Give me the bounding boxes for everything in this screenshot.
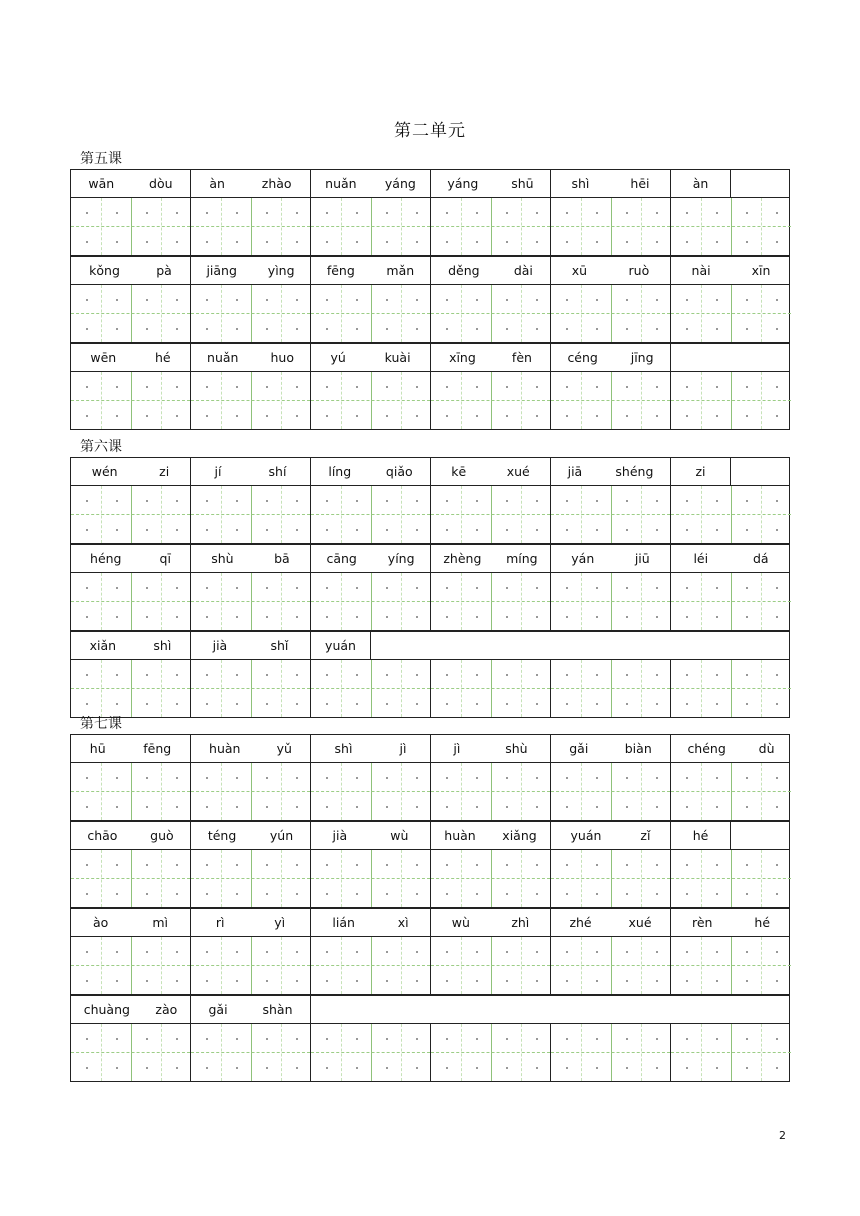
pinyin-syllable: wén — [91, 464, 118, 479]
tianzige-row — [70, 372, 790, 430]
pinyin-syllable: zào — [155, 1002, 178, 1017]
pinyin-syllable: huàn — [209, 741, 241, 756]
pinyin-syllable: qiǎo — [385, 464, 413, 479]
pinyin-word — [71, 632, 191, 659]
writing-cell[interactable] — [71, 937, 191, 994]
tianzige-row — [70, 937, 790, 995]
tianzige-row — [70, 573, 790, 631]
writing-cell[interactable] — [551, 372, 671, 429]
pinyin-syllable: shù — [211, 551, 234, 566]
pinyin-syllable: kǒng — [89, 263, 120, 278]
pinyin-syllable: yáng — [447, 176, 479, 191]
writing-cell[interactable] — [551, 1024, 671, 1081]
practice-block — [70, 908, 790, 995]
pinyin-syllable: jīng — [630, 350, 654, 365]
pinyin-syllable: xué — [506, 464, 530, 479]
writing-cell[interactable] — [191, 573, 311, 630]
pinyin-syllable: kē — [451, 464, 467, 479]
pinyin-syllable: chuàng — [83, 1002, 130, 1017]
pinyin-syllable: zhì — [511, 915, 530, 930]
writing-cell[interactable] — [191, 1024, 311, 1081]
pinyin-word — [311, 735, 431, 762]
pinyin-syllable: guò — [150, 828, 174, 843]
pinyin-blank — [371, 632, 791, 659]
pinyin-syllable: céng — [567, 350, 598, 365]
pinyin-syllable: fēng — [326, 263, 355, 278]
pinyin-word — [431, 735, 551, 762]
pinyin-syllable: mǎn — [386, 263, 415, 278]
pinyin-syllable: fèn — [511, 350, 532, 365]
pinyin-word — [671, 257, 791, 284]
writing-cell[interactable] — [311, 763, 431, 820]
tianzige-row — [70, 486, 790, 544]
pinyin-syllable: xū — [571, 263, 588, 278]
pinyin-blank — [731, 458, 791, 485]
pinyin-syllable: dù — [758, 741, 775, 756]
pinyin-word — [311, 170, 431, 197]
pinyin-word — [551, 735, 671, 762]
writing-cell[interactable] — [671, 850, 791, 907]
pinyin-syllable: yíng — [387, 551, 415, 566]
pinyin-syllable: jí — [214, 464, 222, 479]
pinyin-word — [431, 822, 551, 849]
page-number: 2 — [779, 1129, 786, 1142]
writing-cell[interactable] — [311, 660, 431, 717]
writing-cell[interactable] — [431, 486, 551, 543]
lesson-title: 第五课 — [80, 151, 122, 167]
pinyin-syllable: àn — [692, 176, 709, 191]
writing-cell[interactable] — [71, 486, 191, 543]
pinyin-syllable: yáng — [384, 176, 416, 191]
writing-cell[interactable] — [71, 660, 191, 717]
pinyin-syllable: héng — [90, 551, 122, 566]
pinyin-syllable: hé — [154, 350, 171, 365]
pinyin-word — [191, 170, 311, 197]
writing-cell[interactable] — [431, 198, 551, 255]
lesson-section — [70, 438, 790, 718]
writing-cell[interactable] — [191, 850, 311, 907]
writing-cell[interactable] — [311, 285, 431, 342]
pinyin-syllable: yǔ — [276, 741, 292, 756]
pinyin-word — [191, 545, 311, 572]
pinyin-word — [311, 909, 431, 936]
writing-cell[interactable] — [71, 1024, 191, 1081]
pinyin-word — [71, 344, 191, 371]
writing-cell[interactable] — [311, 486, 431, 543]
pinyin-syllable: jì — [399, 741, 407, 756]
pinyin-syllable: huàn — [444, 828, 476, 843]
tianzige-row — [70, 198, 790, 256]
pinyin-row — [70, 457, 790, 486]
writing-cell[interactable] — [671, 573, 791, 630]
pinyin-word — [671, 822, 731, 849]
pinyin-syllable: gǎi — [569, 741, 589, 756]
writing-cell[interactable] — [431, 372, 551, 429]
pinyin-word — [191, 735, 311, 762]
writing-cell[interactable] — [311, 198, 431, 255]
pinyin-syllable: shéng — [615, 464, 654, 479]
pinyin-word — [431, 344, 551, 371]
pinyin-syllable: jià — [212, 638, 228, 653]
pinyin-word — [191, 458, 311, 485]
practice-block — [70, 734, 790, 821]
pinyin-syllable: shū — [511, 176, 534, 191]
pinyin-syllable: cāng — [326, 551, 357, 566]
pinyin-word — [191, 632, 311, 659]
pinyin-syllable: yuán — [325, 638, 356, 653]
pinyin-word — [71, 170, 191, 197]
pinyin-syllable: jià — [332, 828, 348, 843]
pinyin-syllable: jiāng — [206, 263, 237, 278]
pinyin-syllable: shì — [571, 176, 590, 191]
lesson-section — [70, 150, 790, 430]
writing-cell[interactable] — [551, 486, 671, 543]
pinyin-word — [431, 257, 551, 284]
pinyin-word — [551, 458, 671, 485]
lesson-title: 第七课 — [80, 716, 122, 732]
writing-cell[interactable] — [191, 285, 311, 342]
pinyin-syllable: nài — [691, 263, 711, 278]
pinyin-word — [551, 344, 671, 371]
pinyin-word — [311, 822, 431, 849]
pinyin-syllable: chāo — [87, 828, 118, 843]
pinyin-row — [70, 169, 790, 198]
pinyin-syllable: dài — [513, 263, 533, 278]
writing-cell[interactable] — [671, 937, 791, 994]
writing-cell[interactable] — [551, 198, 671, 255]
pinyin-syllable: yán — [571, 551, 595, 566]
pinyin-syllable: wù — [451, 915, 470, 930]
writing-cell[interactable] — [71, 198, 191, 255]
pinyin-word — [71, 996, 191, 1023]
pinyin-syllable: jì — [453, 741, 461, 756]
pinyin-word — [191, 909, 311, 936]
pinyin-syllable: xiǎng — [502, 828, 537, 843]
writing-cell[interactable] — [551, 937, 671, 994]
pinyin-syllable: mì — [152, 915, 168, 930]
pinyin-syllable: yì — [274, 915, 286, 930]
pinyin-word — [671, 909, 791, 936]
writing-cell[interactable] — [551, 850, 671, 907]
pinyin-word — [671, 458, 731, 485]
pinyin-blank — [731, 170, 791, 197]
pinyin-syllable: shí — [268, 464, 287, 479]
pinyin-syllable: shì — [334, 741, 353, 756]
pinyin-syllable: xué — [628, 915, 652, 930]
tianzige-row — [70, 1024, 790, 1082]
pinyin-syllable: rì — [215, 915, 225, 930]
pinyin-word — [311, 545, 431, 572]
pinyin-word — [551, 909, 671, 936]
pinyin-syllable: ào — [93, 915, 109, 930]
pinyin-row — [70, 995, 790, 1024]
practice-block — [70, 256, 790, 343]
writing-cell[interactable] — [71, 573, 191, 630]
pinyin-word — [71, 257, 191, 284]
writing-cell[interactable] — [551, 660, 671, 717]
writing-cell[interactable] — [191, 763, 311, 820]
pinyin-syllable: líng — [328, 464, 352, 479]
pinyin-syllable: wù — [390, 828, 409, 843]
pinyin-word — [311, 632, 371, 659]
writing-cell[interactable] — [311, 1024, 431, 1081]
writing-cell[interactable] — [671, 285, 791, 342]
pinyin-syllable: hēi — [630, 176, 650, 191]
practice-block — [70, 169, 790, 256]
pinyin-syllable: wēn — [90, 350, 117, 365]
pinyin-word — [191, 822, 311, 849]
practice-block — [70, 821, 790, 908]
writing-cell[interactable] — [671, 1024, 791, 1081]
writing-cell[interactable] — [191, 198, 311, 255]
pinyin-syllable: zǐ — [640, 828, 651, 843]
pinyin-syllable: yìng — [267, 263, 295, 278]
tianzige-row — [70, 285, 790, 343]
pinyin-blank — [671, 344, 791, 371]
practice-block — [70, 544, 790, 631]
pinyin-syllable: téng — [207, 828, 237, 843]
pinyin-syllable: zi — [159, 464, 170, 479]
tianzige-row — [70, 763, 790, 821]
pinyin-syllable: yuán — [570, 828, 602, 843]
writing-cell[interactable] — [191, 660, 311, 717]
pinyin-syllable: kuài — [384, 350, 411, 365]
pinyin-syllable: xì — [397, 915, 409, 930]
pinyin-syllable: xīn — [751, 263, 771, 278]
page-title: 第二单元 — [394, 121, 466, 141]
pinyin-blank — [311, 996, 791, 1023]
pinyin-syllable: léi — [693, 551, 709, 566]
practice-block — [70, 343, 790, 430]
pinyin-word — [191, 344, 311, 371]
pinyin-word — [431, 170, 551, 197]
pinyin-word — [311, 257, 431, 284]
pinyin-word — [671, 170, 731, 197]
writing-cell[interactable] — [671, 372, 791, 429]
pinyin-row — [70, 908, 790, 937]
pinyin-syllable: wān — [88, 176, 115, 191]
pinyin-word — [71, 909, 191, 936]
pinyin-word — [551, 545, 671, 572]
pinyin-syllable: pà — [156, 263, 172, 278]
pinyin-word — [71, 458, 191, 485]
pinyin-word — [191, 257, 311, 284]
pinyin-syllable: qī — [159, 551, 171, 566]
pinyin-syllable: lián — [332, 915, 355, 930]
pinyin-syllable: dòu — [149, 176, 173, 191]
pinyin-row — [70, 256, 790, 285]
pinyin-syllable: àn — [209, 176, 225, 191]
writing-cell[interactable] — [551, 285, 671, 342]
pinyin-syllable: hé — [754, 915, 771, 930]
pinyin-word — [671, 735, 791, 762]
pinyin-syllable: shàn — [262, 1002, 293, 1017]
writing-cell[interactable] — [71, 763, 191, 820]
pinyin-syllable: yú — [330, 350, 346, 365]
pinyin-row — [70, 821, 790, 850]
writing-cell[interactable] — [431, 1024, 551, 1081]
pinyin-word — [311, 344, 431, 371]
practice-block — [70, 995, 790, 1082]
pinyin-syllable: dá — [752, 551, 769, 566]
practice-block — [70, 457, 790, 544]
writing-cell[interactable] — [671, 486, 791, 543]
pinyin-syllable: chéng — [687, 741, 726, 756]
writing-cell[interactable] — [671, 660, 791, 717]
pinyin-word — [671, 545, 791, 572]
pinyin-syllable: hū — [89, 741, 106, 756]
pinyin-word — [71, 822, 191, 849]
pinyin-row — [70, 631, 790, 660]
pinyin-syllable: rèn — [691, 915, 713, 930]
pinyin-row — [70, 734, 790, 763]
writing-cell[interactable] — [71, 285, 191, 342]
pinyin-syllable: fēng — [143, 741, 172, 756]
writing-cell[interactable] — [311, 937, 431, 994]
pinyin-syllable: zhé — [569, 915, 592, 930]
pinyin-word — [311, 458, 431, 485]
writing-cell[interactable] — [551, 763, 671, 820]
writing-cell[interactable] — [431, 660, 551, 717]
pinyin-syllable: míng — [506, 551, 538, 566]
writing-cell[interactable] — [431, 937, 551, 994]
pinyin-syllable: zhèng — [443, 551, 482, 566]
pinyin-syllable: shǐ — [270, 638, 289, 653]
pinyin-word — [431, 458, 551, 485]
pinyin-syllable: nuǎn — [325, 176, 357, 191]
pinyin-syllable: huo — [270, 350, 294, 365]
pinyin-syllable: yún — [269, 828, 294, 843]
writing-cell[interactable] — [191, 486, 311, 543]
pinyin-row — [70, 544, 790, 573]
pinyin-row — [70, 343, 790, 372]
pinyin-syllable: biàn — [624, 741, 652, 756]
pinyin-syllable: ruò — [628, 263, 650, 278]
writing-cell[interactable] — [671, 763, 791, 820]
pinyin-syllable: jiū — [634, 551, 650, 566]
pinyin-syllable: zi — [695, 464, 706, 479]
lesson-title: 第六课 — [80, 439, 122, 455]
pinyin-word — [431, 909, 551, 936]
writing-cell[interactable] — [191, 937, 311, 994]
pinyin-syllable: shù — [505, 741, 528, 756]
pinyin-word — [71, 545, 191, 572]
pinyin-word — [551, 170, 671, 197]
writing-cell[interactable] — [431, 850, 551, 907]
practice-block — [70, 631, 790, 718]
pinyin-word — [551, 822, 671, 849]
writing-cell[interactable] — [431, 763, 551, 820]
writing-cell[interactable] — [551, 573, 671, 630]
pinyin-word — [551, 257, 671, 284]
tianzige-row — [70, 850, 790, 908]
pinyin-syllable: shì — [153, 638, 172, 653]
pinyin-syllable: nuǎn — [207, 350, 239, 365]
pinyin-syllable: jiā — [567, 464, 583, 479]
pinyin-blank — [731, 822, 791, 849]
pinyin-syllable: xīng — [449, 350, 476, 365]
pinyin-word — [71, 735, 191, 762]
pinyin-syllable: bā — [274, 551, 290, 566]
pinyin-word — [431, 545, 551, 572]
pinyin-syllable: hé — [692, 828, 709, 843]
pinyin-syllable: zhào — [261, 176, 292, 191]
writing-cell[interactable] — [191, 372, 311, 429]
writing-cell[interactable] — [71, 850, 191, 907]
writing-cell[interactable] — [311, 850, 431, 907]
pinyin-syllable: děng — [448, 263, 480, 278]
pinyin-syllable: xiǎn — [89, 638, 117, 653]
tianzige-row — [70, 660, 790, 718]
writing-cell[interactable] — [671, 198, 791, 255]
pinyin-word — [191, 996, 311, 1023]
lesson-section — [70, 715, 790, 1082]
writing-cell[interactable] — [71, 372, 191, 429]
writing-cell[interactable] — [311, 372, 431, 429]
writing-cell[interactable] — [431, 285, 551, 342]
writing-cell[interactable] — [431, 573, 551, 630]
pinyin-syllable: gǎi — [208, 1002, 228, 1017]
writing-cell[interactable] — [311, 573, 431, 630]
